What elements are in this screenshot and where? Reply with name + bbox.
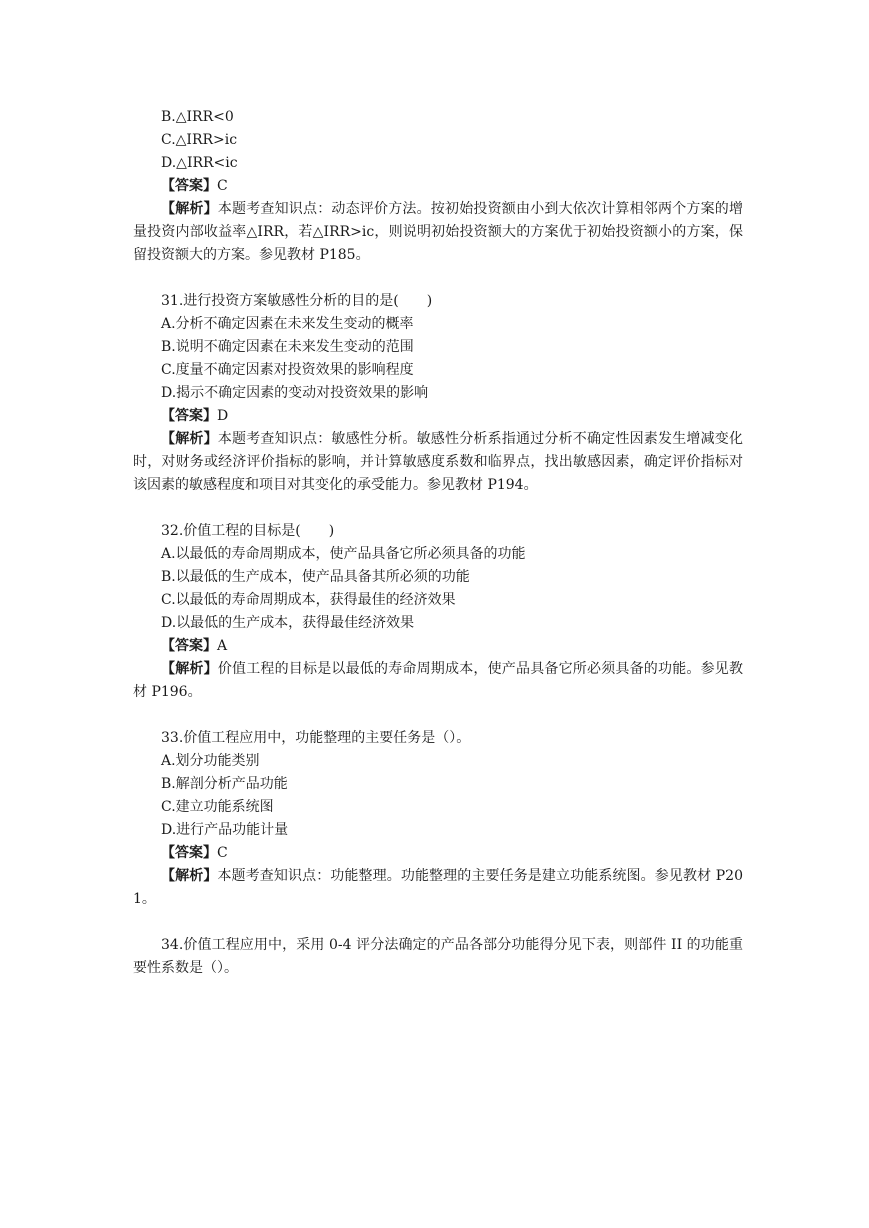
analysis-text: 本题考查知识点：敏感性分析。敏感性分析系指通过分析不确定性因素发生增减变化时，对财务或经济评价指标的影响，并计算敏感度系数和临界点，找出敏感因素，确定评价指标对该因素的敏感程度和项目对其变化的承受能力。参见教材 P194。 [133,431,744,493]
question-30 [133,106,743,267]
analysis-label: 【解析】 [161,201,218,217]
option-a: A.以最低的寿命周期成本，使产品具备它所必须具备的功能 [161,546,526,562]
question-31 [133,290,743,497]
answer-line [133,405,743,428]
question-stem: 33.价值工程应用中，功能整理的主要任务是（）。 [161,730,471,746]
answer-label: 【答案】 [161,638,217,654]
option-b: B.说明不确定因素在未来发生变动的范围 [161,339,414,355]
option-c: C.度量不确定因素对投资效果的影响程度 [161,362,414,378]
analysis-label: 【解析】 [161,661,218,677]
option-b: B.解剖分析产品功能 [161,776,288,792]
answer-value: C [217,178,228,194]
analysis-paragraph [133,198,743,267]
answer-line [133,175,743,198]
analysis-label: 【解析】 [161,868,218,884]
answer-value: A [217,638,228,654]
spacer [133,704,743,727]
analysis-text: 本题考查知识点：功能整理。功能整理的主要任务是建立功能系统图。参见教材 P201。 [133,868,744,907]
answer-label: 【答案】 [161,845,217,861]
option-b: B.△IRR<0 [161,109,234,125]
analysis-paragraph [133,865,743,911]
analysis-paragraph [133,428,743,497]
analysis-paragraph [133,658,743,704]
question-stem: 34.价值工程应用中，采用 0-4 评分法确定的产品各部分功能得分见下表，则部件 II 的功能重要性系数是（）。 [133,937,743,976]
question-32 [133,520,743,704]
option-d: D.进行产品功能计量 [161,822,289,838]
analysis-text: 价值工程的目标是以最低的寿命周期成本，使产品具备它所必须具备的功能。参见教材 P196。 [133,661,744,700]
option-a: A.分析不确定因素在未来发生变动的概率 [161,316,414,332]
question-stem: 31.进行投资方案敏感性分析的目的是( ) [161,293,433,309]
answer-value: C [217,845,228,861]
option-d: D.△IRR<ic [161,155,238,171]
analysis-text: 本题考查知识点：动态评价方法。按初始投资额由小到大依次计算相邻两个方案的增量投资内部收益率△IRR，若△IRR>ic，则说明初始投资额大的方案优于初始投资额小的方案，保留投资额大的方案。参见教材 P185。 [133,201,744,263]
option-d: D.以最低的生产成本，获得最佳经济效果 [161,615,415,631]
document-body [133,106,743,980]
answer-line [133,842,743,865]
option-c: C.△IRR>ic [161,132,238,148]
spacer [133,497,743,520]
option-c: C.以最低的寿命周期成本，获得最佳的经济效果 [161,592,456,608]
answer-value: D [217,408,229,424]
option-d: D.揭示不确定因素的变动对投资效果的影响 [161,385,429,401]
option-a: A.划分功能类别 [161,753,260,769]
question-34 [133,934,743,980]
analysis-label: 【解析】 [161,431,218,447]
question-stem: 32.价值工程的目标是( ) [161,523,335,539]
answer-label: 【答案】 [161,408,217,424]
spacer [133,911,743,934]
option-b: B.以最低的生产成本，使产品具备其所必须的功能 [161,569,470,585]
answer-line [133,635,743,658]
answer-label: 【答案】 [161,178,217,194]
option-c: C.建立功能系统图 [161,799,274,815]
question-33 [133,727,743,911]
spacer [133,267,743,290]
